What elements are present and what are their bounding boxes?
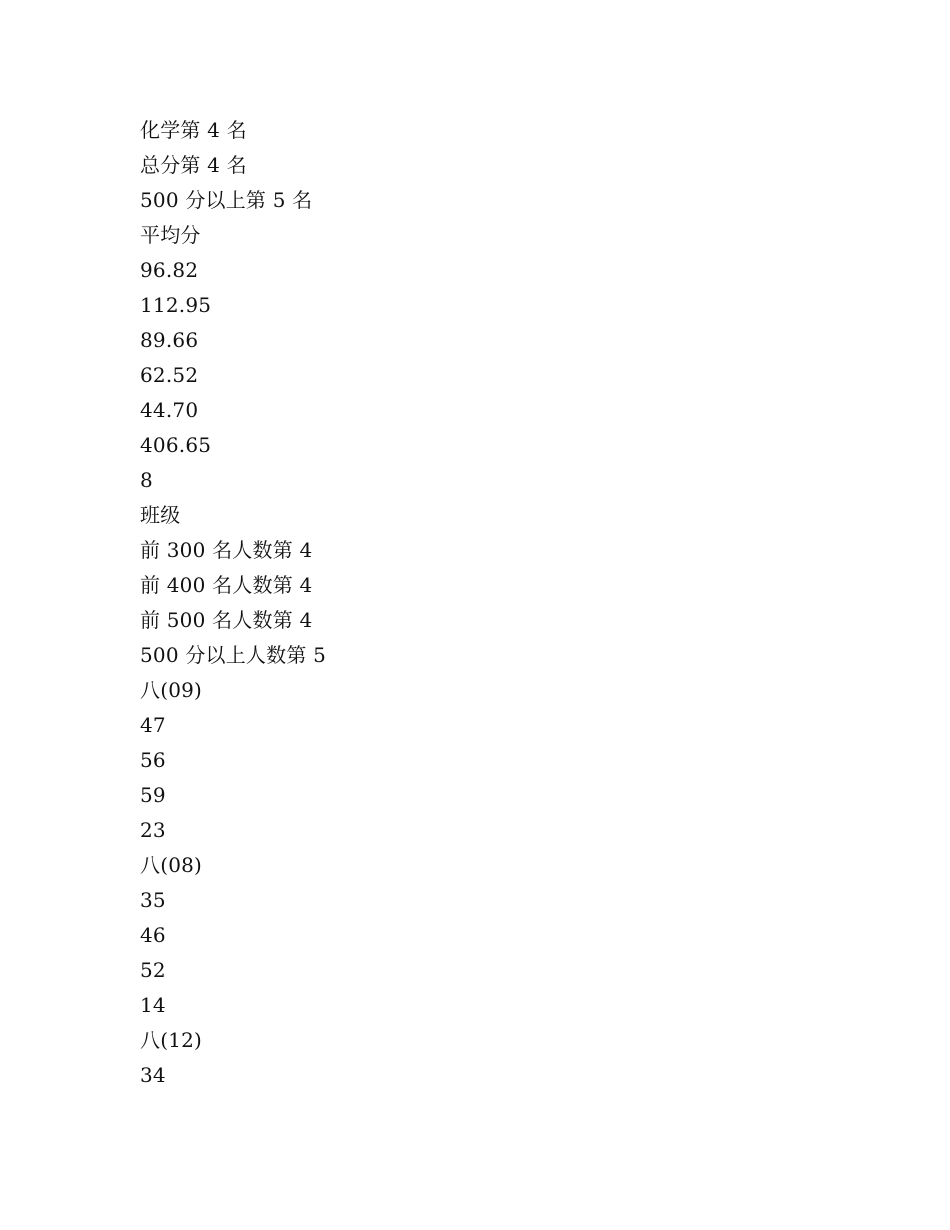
- text-line: 52: [140, 958, 166, 982]
- text-line: 47: [140, 713, 166, 737]
- text-line: 班级: [140, 503, 181, 527]
- text-line: 前 500 名人数第 4: [140, 608, 313, 632]
- text-line: 112.95: [140, 293, 212, 317]
- text-line: 500 分以上人数第 5: [140, 643, 327, 667]
- text-line: 406.65: [140, 433, 212, 457]
- text-line: 八(12): [140, 1028, 203, 1052]
- text-line: 前 400 名人数第 4: [140, 573, 313, 597]
- text-line: 89.66: [140, 328, 199, 352]
- text-line: 平均分: [140, 223, 201, 247]
- text-line: 46: [140, 923, 166, 947]
- text-line: 34: [140, 1063, 166, 1087]
- text-line: 500 分以上第 5 名: [140, 188, 313, 212]
- text-line: 62.52: [140, 363, 199, 387]
- text-line: 总分第 4 名: [140, 153, 247, 177]
- text-line: 35: [140, 888, 166, 912]
- text-line: 44.70: [140, 398, 199, 422]
- text-line: 前 300 名人数第 4: [140, 538, 313, 562]
- text-line: 59: [140, 783, 166, 807]
- text-line: 八(09): [140, 678, 203, 702]
- text-line: 23: [140, 818, 166, 842]
- text-line: 化学第 4 名: [140, 118, 247, 142]
- text-line: 14: [140, 993, 166, 1017]
- text-line: 八(08): [140, 853, 203, 877]
- document-content: [140, 113, 840, 1093]
- text-line: 56: [140, 748, 166, 772]
- text-line: 8: [140, 468, 153, 492]
- text-line: 96.82: [140, 258, 199, 282]
